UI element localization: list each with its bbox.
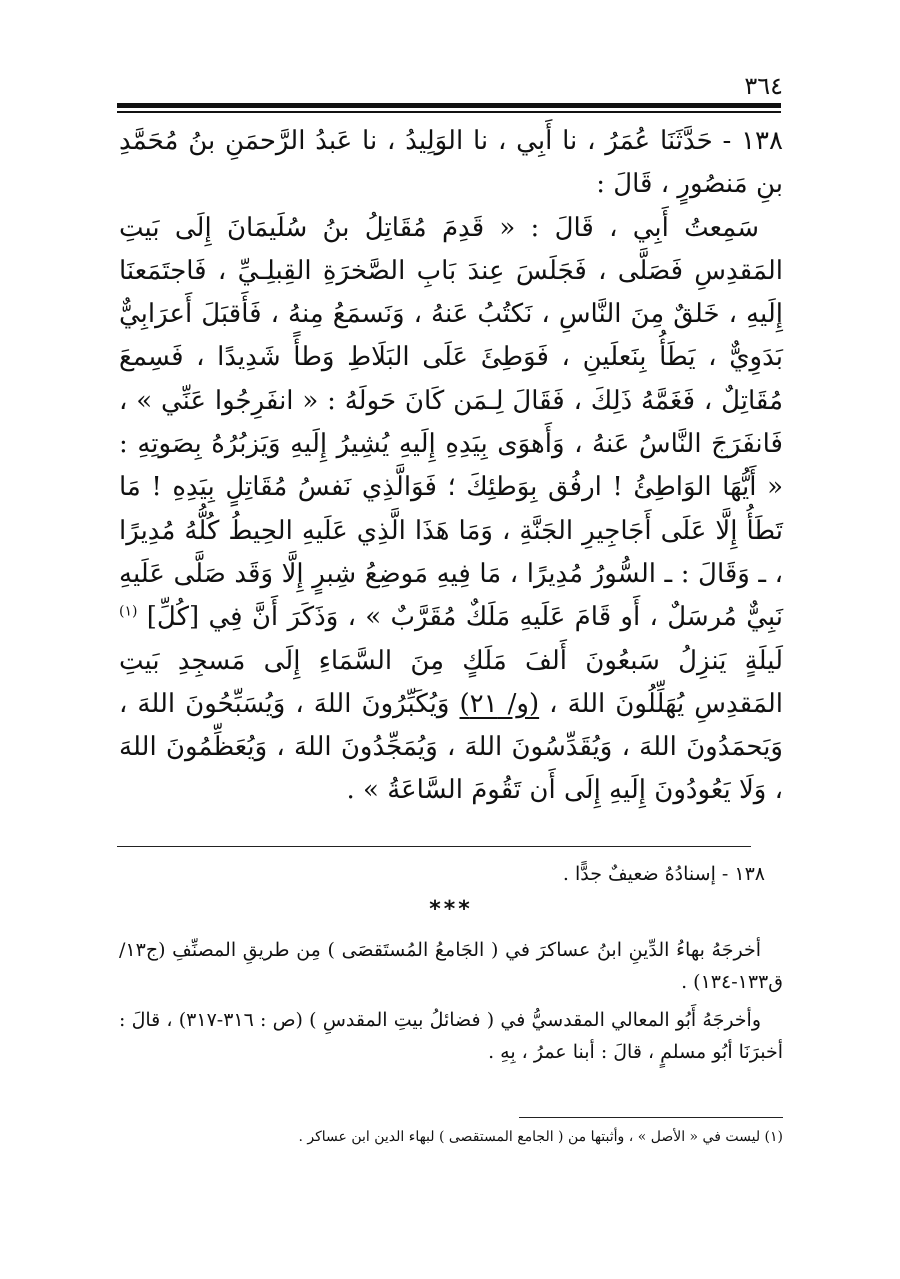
footnote-separator [519, 1117, 783, 1118]
takhrij-paragraph-1: أخرجَهُ بهاءُ الدِّينِ ابنُ عساكرَ في ( الجَامعُ المُستَقصَى ) مِن طريقِ المصنِّفِ (ج١٣/ ق١٣٣-١٣٤) . [119, 939, 783, 993]
page-number: ٣٦٤ [744, 72, 783, 100]
header-rule-thin [117, 111, 781, 113]
hadith-body-part-3: وَيُكَبِّرُونَ اللهَ ، وَيُسَبِّحُونَ اللهَ ، وَيَحمَدُونَ اللهَ ، وَيُقَدِّسُونَ اللهَ ، وَيُمَجِّدُونَ اللهَ ، وَيُعَظِّمُونَ اللهَ ، وَلَا يَعُودُونَ إِلَيهِ إِلَى أَن تَقُومَ السَّاعَةُ » . [119, 688, 783, 806]
stars-separator: *** [429, 897, 473, 922]
notes-separator [117, 846, 751, 847]
takhrij-notes [119, 858, 783, 1074]
hadith-body-part-2: لَيلَةٍ يَنزِلُ سَبعُونَ أَلفَ مَلَكٍ مِنَ السَّمَاءِ إِلَى مَسجِدِ بَيتِ المَقدِسِ يُهَلِّلُونَ اللهَ ، [119, 645, 784, 719]
header-rule-thick [117, 103, 781, 108]
manuscript-reference: (و/ ٢١) [459, 688, 540, 719]
hadith-body [119, 207, 783, 813]
footnote-text: (١) ليست في « الأصل » ، وأثبتها من ( الجامع المستقصى ) لبهاء الدين ابن عساكر . [298, 1129, 783, 1145]
main-text [119, 120, 783, 813]
hadith-isnad: ١٣٨ - حَدَّثَنَا عُمَرُ ، نا أَبِي ، نا الوَلِيدُ ، نا عَبدُ الرَّحمَنِ بنُ مُحَمَّدِ بنِ مَنصُورٍ ، قَالَ : [119, 126, 783, 200]
footnote-marker: (١) [119, 603, 138, 620]
isnad-grade: ١٣٨ - إسنادُهُ ضعيفٌ جدًّا . [562, 863, 765, 885]
hadith-body-part-1: سَمِعتُ أَبِي ، قَالَ : « قَدِمَ مُقَاتِلُ بنُ سُلَيمَانَ إِلَى بَيتِ المَقدِسِ فَصَلَّى ، فَجَلَسَ عِندَ بَابِ الصَّخرَةِ القِبلِـيِّ ، فَاجتَمَعنَا إِلَيهِ ، خَلقٌ مِنَ النَّاسِ ، نَكتُبُ عَنهُ ، وَنَسمَعُ مِنهُ ، فَأَقبَلَ أَعرَابِيٌّ بَدَوِيٌّ ، يَطَأُ بِنَعلَينِ ، فَوَطِئَ عَلَى البَلَاطِ وَطأً شَدِيدًا ، فَسِمعَ مُقَاتِلٌ ، فَغَمَّهُ ذَلِكَ ، فَقَالَ لِـمَن كَانَ حَولَهُ : « انفَرِجُوا عَنِّي » ، فَانفَرَجَ النَّاسُ عَنهُ ، وَأَهوَى بِيَدِهِ إِلَيهِ يُشِيرُ إِلَيهِ وَيَزبُرُهُ بِصَوتِهِ : « أَيُّهَا الوَاطِئُ ! ارفُق بِوَطئِكَ ؛ فَوَالَّذِي نَفسُ مُقَاتِلٍ بِيَدِهِ ! مَا تَطَأُ إِلَّا عَلَى أَجَاجِيرِ الجَنَّةِ ، وَمَا هَذَا الَّذِي عَلَيهِ الحِيطُ كُلُّهُ مُدِيرًا ، ـ وَقَالَ : ـ السُّورُ مُدِيرًا ، مَا فِيهِ مَوضِعُ شِبرٍ إِلَّا وَقَد صَلَّى عَلَيهِ نَبِيٌّ مُرسَلٌ ، أَو قَامَ عَلَيهِ مَلَكٌ مُقَرَّبٌ » ، وَذَكَرَ أَنَّ فِي [كُلِّ] [119, 212, 784, 633]
takhrij-paragraph-2: وأخرجَهُ أَبُو المعالي المقدسيُّ في ( فضائلُ بيتِ المقدسِ ) (ص : ٣١٦-٣١٧) ، قالَ : أخبرَنَا أبُو مسلمٍ ، قالَ : أبنا عمرُ ، بِهِ . [119, 1009, 783, 1063]
